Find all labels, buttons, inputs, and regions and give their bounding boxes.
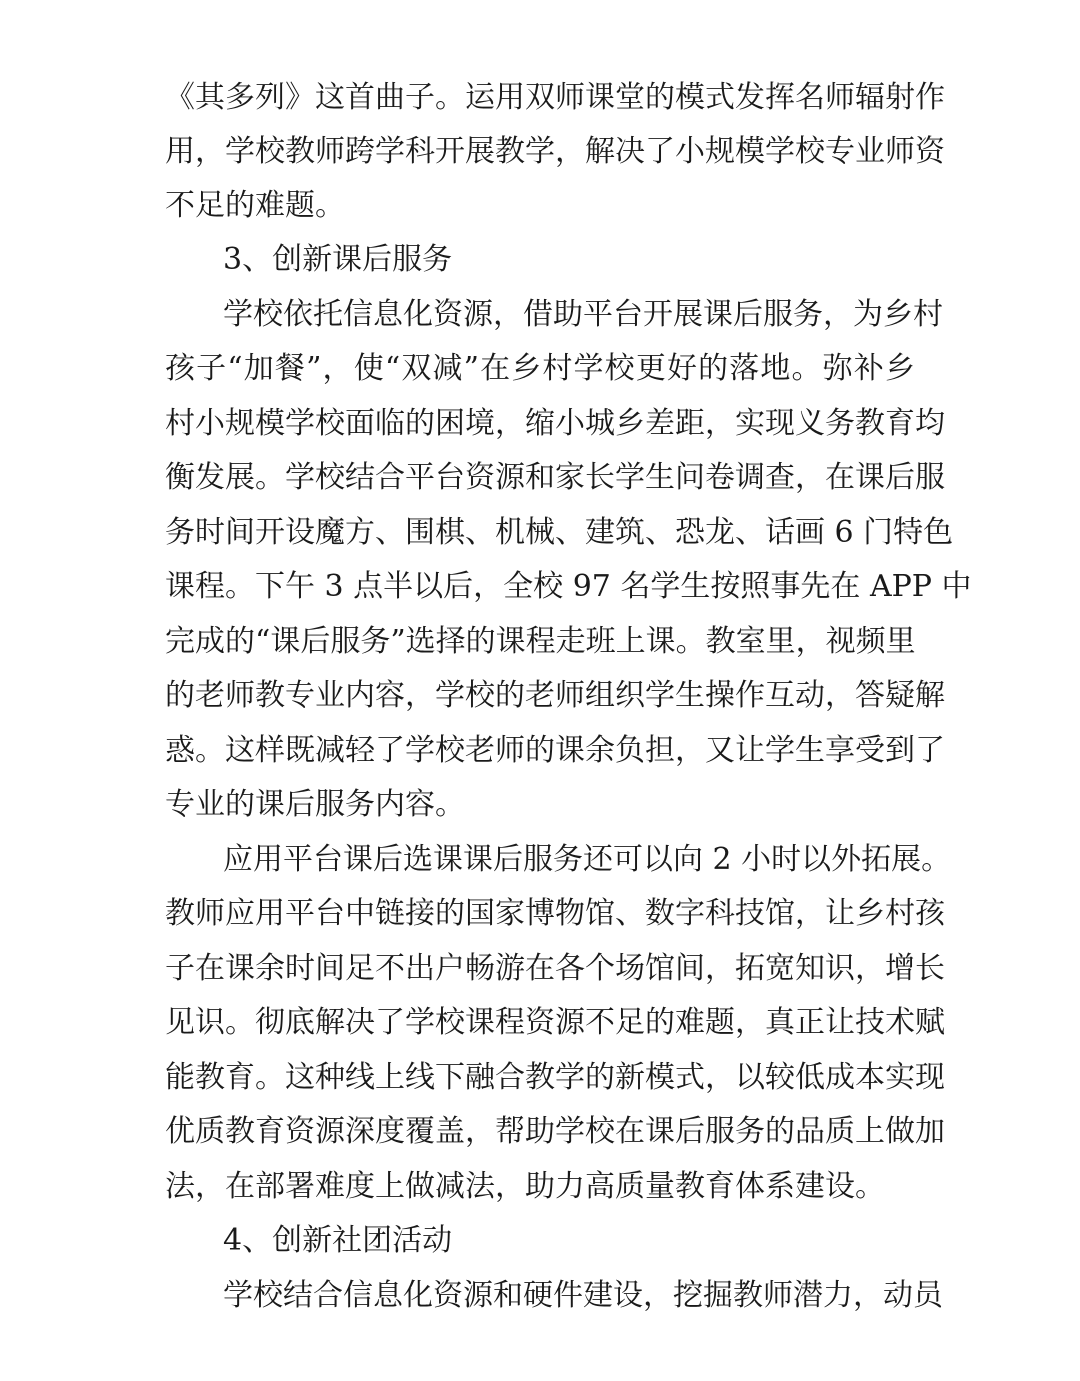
text-line: 法，在部署难度上做减法，助力高质量教育体系建设。: [165, 1169, 885, 1204]
text-line: 《其多列》这首曲子。运用双师课堂的模式发挥名师辐射作: [165, 80, 945, 115]
text-line: 能教育。这种线上线下融合教学的新模式，以较低成本实现: [165, 1060, 945, 1095]
text-line: 学校依托信息化资源，借助平台开展课后服务，为乡村: [223, 297, 943, 332]
text-line: 不足的难题。: [165, 188, 345, 223]
text-line: 的老师教专业内容，学校的老师组织学生操作互动，答疑解: [165, 678, 945, 713]
section-heading: 3、创新课后服务: [223, 242, 453, 277]
text-line: 专业的课后服务内容。: [165, 787, 465, 822]
text-line: 子在课余时间足不出户畅游在各个场馆间，拓宽知识，增长: [165, 951, 945, 986]
text-line: 应用平台课后选课课后服务还可以向 2 小时以外拓展。: [223, 842, 952, 877]
text-line: 用，学校教师跨学科开展教学，解决了小规模学校专业师资: [165, 134, 945, 169]
text-line: 完成的“课后服务”选择的课程走班上课。教室里，视频里: [165, 624, 916, 659]
text-line: 务时间开设魔方、围棋、机械、建筑、恐龙、话画 6 门特色: [165, 515, 954, 550]
text-line: 衡发展。学校结合平台资源和家长学生问卷调查，在课后服: [165, 460, 945, 495]
text-line: 村小规模学校面临的困境，缩小城乡差距，实现义务教育均: [165, 406, 945, 441]
section-heading: 4、创新社团活动: [223, 1223, 453, 1258]
text-line: 课程。下午 3 点半以后，全校 97 名学生按照事先在 APP 中: [165, 569, 972, 604]
text-line: 见识。彻底解决了学校课程资源不足的难题，真正让技术赋: [165, 1005, 945, 1040]
text-line: 优质教育资源深度覆盖，帮助学校在课后服务的品质上做加: [165, 1114, 945, 1149]
text-line: 学校结合信息化资源和硬件建设，挖掘教师潜力，动员: [223, 1278, 943, 1313]
text-line: 惑。这样既减轻了学校老师的课余负担，又让学生享受到了: [165, 733, 945, 768]
text-line: 孩子“加餐”，使“双减”在乡村学校更好的落地。弥补乡: [165, 351, 915, 386]
text-line: 教师应用平台中链接的国家博物馆、数字科技馆，让乡村孩: [165, 896, 945, 931]
